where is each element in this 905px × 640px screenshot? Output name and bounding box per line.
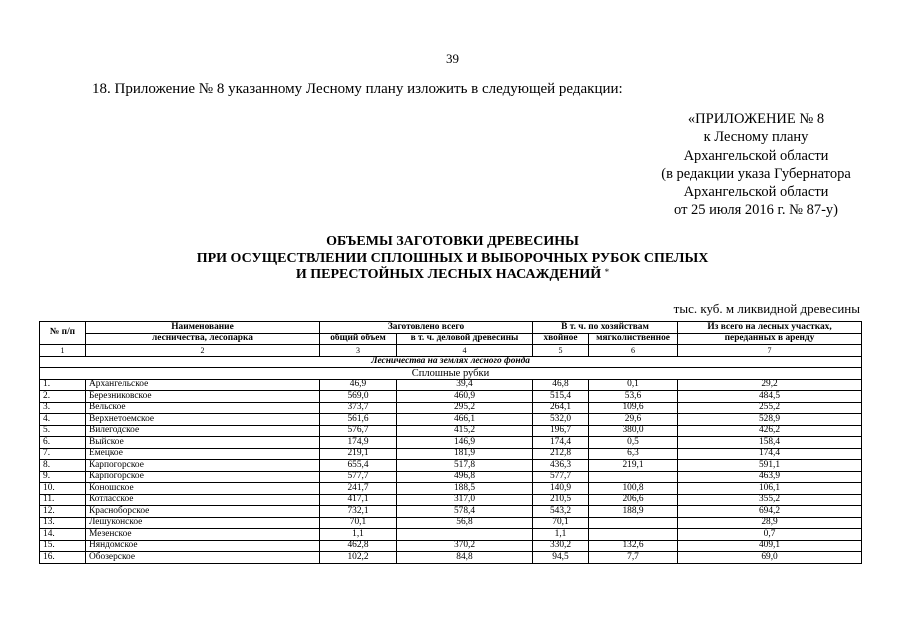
softwood-volume: 206,6	[589, 494, 678, 506]
appendix-line: «ПРИЛОЖЕНИЕ № 8	[687, 111, 825, 127]
leased-volume: 426,2	[678, 425, 862, 437]
col-header-leased-sub: переданных в аренду	[678, 333, 862, 345]
leased-volume: 29,2	[678, 379, 862, 391]
business-wood: 466,1	[397, 414, 533, 426]
conifer-volume: 70,1	[533, 517, 589, 529]
row-number: 8.	[40, 460, 86, 472]
row-number: 9.	[40, 471, 86, 483]
softwood-volume: 132,6	[589, 540, 678, 552]
column-number: 1	[40, 345, 86, 357]
forestry-name: Красноборское	[86, 506, 320, 518]
row-number: 3.	[40, 402, 86, 414]
business-wood	[397, 529, 533, 541]
col-header-harvested: Заготовлено всего	[320, 322, 533, 334]
conifer-volume: 210,5	[533, 494, 589, 506]
business-wood: 295,2	[397, 402, 533, 414]
business-wood: 56,8	[397, 517, 533, 529]
total-volume: 655,4	[320, 460, 397, 472]
row-number: 14.	[40, 529, 86, 541]
leased-volume: 409,1	[678, 540, 862, 552]
page-number: 39	[446, 51, 459, 66]
forestry-name: Верхнетоемское	[86, 414, 320, 426]
row-number: 11.	[40, 494, 86, 506]
total-volume: 70,1	[320, 517, 397, 529]
business-wood: 146,9	[397, 437, 533, 449]
softwood-volume: 7,7	[589, 552, 678, 564]
total-volume: 577,7	[320, 471, 397, 483]
row-number: 6.	[40, 437, 86, 449]
conifer-volume: 196,7	[533, 425, 589, 437]
leased-volume: 528,9	[678, 414, 862, 426]
col-header-total: общий объем	[320, 333, 397, 345]
appendix-line: от 25 июля 2016 г. № 87-у)	[674, 202, 838, 219]
business-wood: 415,2	[397, 425, 533, 437]
forestry-name: Мезенское	[86, 529, 320, 541]
softwood-volume	[589, 529, 678, 541]
softwood-volume	[589, 517, 678, 529]
intro-paragraph: 18. Приложение № 8 указанному Лесному плану изложить в следующей редакции:	[92, 81, 623, 97]
row-number: 13.	[40, 517, 86, 529]
column-number: 6	[589, 345, 678, 357]
forestry-name: Котласское	[86, 494, 320, 506]
col-header-name-sub: лесничества, лесопарка	[86, 333, 320, 345]
conifer-volume: 532,0	[533, 414, 589, 426]
title-line: ПРИ ОСУЩЕСТВЛЕНИИ СПЛОШНЫХ И ВЫБОРОЧНЫХ РУБОК СПЕЛЫХ	[196, 250, 709, 266]
title-line: ОБЪЕМЫ ЗАГОТОВКИ ДРЕВЕСИНЫ	[326, 234, 579, 249]
business-wood: 317,0	[397, 494, 533, 506]
table-row	[40, 506, 862, 518]
forestry-name: Выйское	[86, 437, 320, 449]
conifer-volume: 46,8	[533, 379, 589, 391]
section-title: Лесничества на землях лесного фонда	[40, 356, 862, 368]
softwood-volume: 100,8	[589, 483, 678, 495]
table-row	[40, 552, 862, 564]
table-row	[40, 483, 862, 495]
conifer-volume: 436,3	[533, 460, 589, 472]
footnote-mark: *	[604, 267, 610, 277]
softwood-volume: 29,6	[589, 414, 678, 426]
total-volume: 219,1	[320, 448, 397, 460]
total-volume: 417,1	[320, 494, 397, 506]
leased-volume: 463,9	[678, 471, 862, 483]
forestry-name: Няндомское	[86, 540, 320, 552]
leased-volume: 484,5	[678, 391, 862, 403]
total-volume: 241,7	[320, 483, 397, 495]
leased-volume: 255,2	[678, 402, 862, 414]
table-row	[40, 471, 862, 483]
row-number: 15.	[40, 540, 86, 552]
business-wood: 181,9	[397, 448, 533, 460]
conifer-volume: 543,2	[533, 506, 589, 518]
harvest-table	[39, 321, 862, 564]
appendix-line: (в редакции указа Губернатора	[661, 165, 851, 182]
softwood-volume: 0,1	[589, 379, 678, 391]
conifer-volume: 264,1	[533, 402, 589, 414]
table-row	[40, 414, 862, 426]
leased-volume: 0,7	[678, 529, 862, 541]
col-header-softwood: мягколиственное	[589, 333, 678, 345]
business-wood: 370,2	[397, 540, 533, 552]
total-volume: 569,0	[320, 391, 397, 403]
column-number-row	[40, 345, 862, 357]
conifer-volume: 174,4	[533, 437, 589, 449]
softwood-volume: 0,5	[589, 437, 678, 449]
table-row	[40, 517, 862, 529]
table-row	[40, 379, 862, 391]
row-number: 12.	[40, 506, 86, 518]
total-volume: 373,7	[320, 402, 397, 414]
table-row	[40, 460, 862, 472]
table-row	[40, 494, 862, 506]
forestry-name: Вилегодское	[86, 425, 320, 437]
forestry-name: Лешуконское	[86, 517, 320, 529]
conifer-volume: 94,5	[533, 552, 589, 564]
column-number: 3	[320, 345, 397, 357]
row-number: 7.	[40, 448, 86, 460]
conifer-volume: 140,9	[533, 483, 589, 495]
forestry-name: Обозерское	[86, 552, 320, 564]
business-wood: 39,4	[397, 379, 533, 391]
conifer-volume: 577,7	[533, 471, 589, 483]
table-row	[40, 448, 862, 460]
column-number: 2	[86, 345, 320, 357]
business-wood: 496,8	[397, 471, 533, 483]
table-row	[40, 540, 862, 552]
softwood-volume: 53,6	[589, 391, 678, 403]
leased-volume: 28,9	[678, 517, 862, 529]
total-volume: 732,1	[320, 506, 397, 518]
row-number: 4.	[40, 414, 86, 426]
col-header-farms: В т. ч. по хозяйствам	[533, 322, 678, 334]
leased-volume: 694,2	[678, 506, 862, 518]
total-volume: 174,9	[320, 437, 397, 449]
conifer-volume: 212,8	[533, 448, 589, 460]
column-number: 4	[397, 345, 533, 357]
softwood-volume: 6,3	[589, 448, 678, 460]
col-header-business: в т. ч. деловой древесины	[397, 333, 533, 345]
forestry-name: Емецкое	[86, 448, 320, 460]
conifer-volume: 515,4	[533, 391, 589, 403]
total-volume: 1,1	[320, 529, 397, 541]
units-note: тыс. куб. м ликвидной древесины	[673, 301, 860, 316]
total-volume: 462,8	[320, 540, 397, 552]
column-number: 5	[533, 345, 589, 357]
title-line: И ПЕРЕСТОЙНЫХ ЛЕСНЫХ НАСАЖДЕНИЙ *	[295, 267, 610, 282]
forestry-name: Карпогорское	[86, 460, 320, 472]
row-number: 16.	[40, 552, 86, 564]
document-title	[0, 234, 905, 284]
appendix-line: Архангельской области	[683, 184, 829, 201]
col-header-num: № п/п	[40, 322, 86, 345]
total-volume: 561,6	[320, 414, 397, 426]
conifer-volume: 330,2	[533, 540, 589, 552]
subsection-title: Сплошные рубки	[40, 368, 862, 380]
business-wood: 578,4	[397, 506, 533, 518]
softwood-volume: 188,9	[589, 506, 678, 518]
appendix-line: Архангельской области	[683, 147, 829, 164]
business-wood: 84,8	[397, 552, 533, 564]
table-row	[40, 425, 862, 437]
row-number: 10.	[40, 483, 86, 495]
table-row	[40, 391, 862, 403]
business-wood: 460,9	[397, 391, 533, 403]
col-header-conifer: хвойное	[533, 333, 589, 345]
row-number: 2.	[40, 391, 86, 403]
subsection-row	[40, 368, 862, 380]
table-row	[40, 402, 862, 414]
leased-volume: 106,1	[678, 483, 862, 495]
total-volume: 102,2	[320, 552, 397, 564]
forestry-name: Архангельское	[86, 379, 320, 391]
forestry-name: Карпогорское	[86, 471, 320, 483]
section-row	[40, 356, 862, 368]
conifer-volume: 1,1	[533, 529, 589, 541]
leased-volume: 174,4	[678, 448, 862, 460]
table-row	[40, 529, 862, 541]
col-header-name: Наименование	[86, 322, 320, 334]
appendix-line: к Лесному плану	[703, 129, 809, 146]
table-row	[40, 437, 862, 449]
row-number: 1.	[40, 379, 86, 391]
business-wood: 517,8	[397, 460, 533, 472]
forestry-name: Коношское	[86, 483, 320, 495]
softwood-volume: 109,6	[589, 402, 678, 414]
forestry-name: Вельское	[86, 402, 320, 414]
softwood-volume: 380,0	[589, 425, 678, 437]
softwood-volume: 219,1	[589, 460, 678, 472]
total-volume: 46,9	[320, 379, 397, 391]
leased-volume: 591,1	[678, 460, 862, 472]
column-number: 7	[678, 345, 862, 357]
leased-volume: 355,2	[678, 494, 862, 506]
leased-volume: 158,4	[678, 437, 862, 449]
leased-volume: 69,0	[678, 552, 862, 564]
softwood-volume	[589, 471, 678, 483]
total-volume: 576,7	[320, 425, 397, 437]
appendix-header	[620, 110, 892, 220]
row-number: 5.	[40, 425, 86, 437]
col-header-leased: Из всего на лесных участках,	[678, 322, 862, 334]
business-wood: 188,5	[397, 483, 533, 495]
forestry-name: Березниковское	[86, 391, 320, 403]
